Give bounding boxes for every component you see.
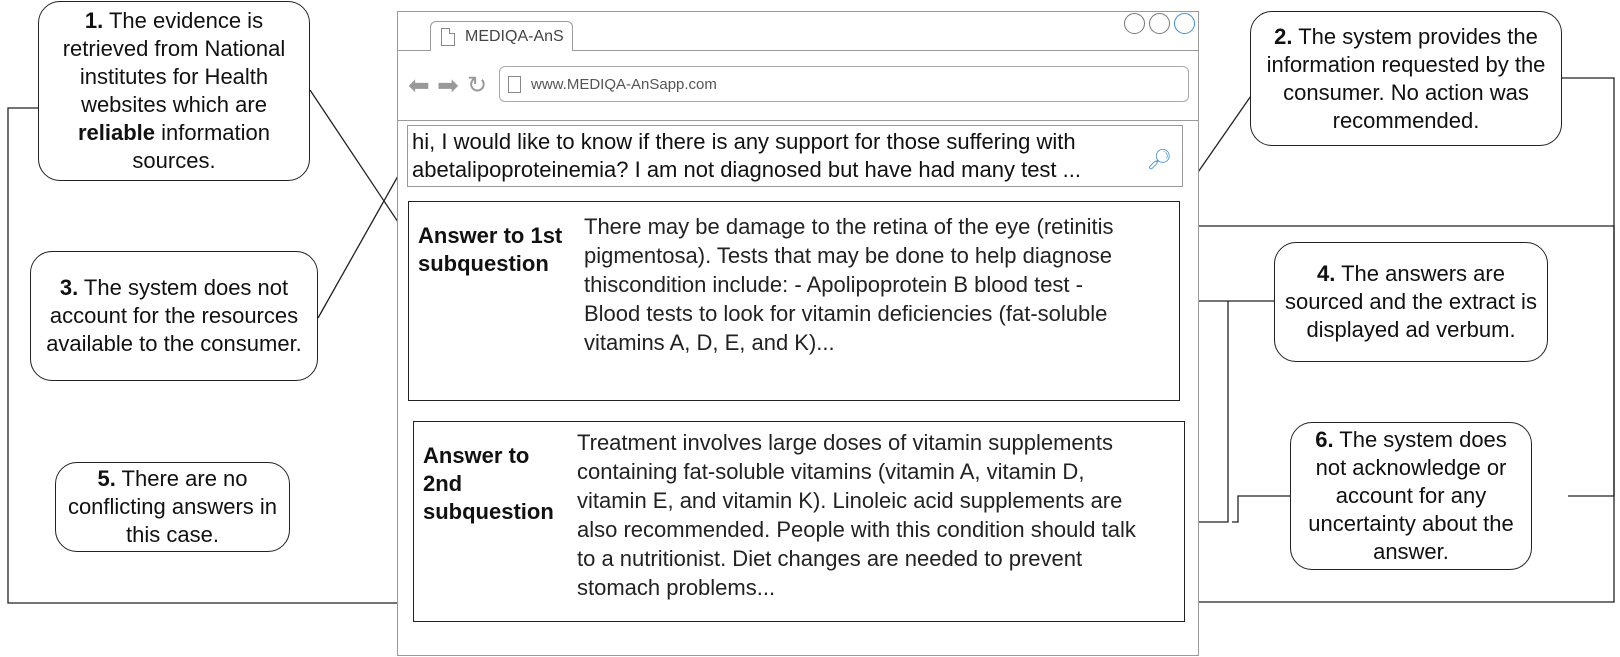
callout-1-text: The evidence is retrieved from National institutes for Health websites which are <box>62 8 286 117</box>
callout-3-text: The system does not account for the resources available to the consumer. <box>46 275 302 356</box>
answer-1-label: Answer to 1st subquestion <box>418 223 563 276</box>
callout-6-text: The system does not acknowledge or account for any uncertainty about the answer. <box>1308 427 1514 564</box>
callout-5-number: 5. <box>97 466 116 491</box>
callout-6 <box>1290 422 1532 570</box>
forward-arrow-icon[interactable]: ➡ <box>437 70 459 100</box>
arrow-callout-3-to-search <box>318 160 407 318</box>
answer-1-panel <box>408 201 1180 401</box>
callout-4-number: 4. <box>1317 261 1336 286</box>
toolbar-divider <box>398 120 1198 121</box>
callout-4 <box>1274 242 1548 362</box>
callout-4-text: The answers are sourced and the extract is displayed ad verbum. <box>1285 261 1537 342</box>
callout-1-text-end: information sources. <box>132 120 270 173</box>
answer-2-panel <box>413 421 1185 622</box>
callout-2 <box>1250 11 1562 146</box>
address-bar[interactable] <box>499 66 1189 102</box>
callout-3 <box>30 251 318 381</box>
callout-1-bold: reliable <box>77 120 156 145</box>
answer-1-text: There may be damage to the retina of the eye (retinitis pigmentosa). Tests that may be done to help diagnose thiscondition include: - Apolipoprotein B blood test - Blood tests to look for vitamin deficiencies (fat-soluble vitamins A, D, E, and K)... <box>584 214 1114 355</box>
window-button-minimize[interactable] <box>1124 13 1145 34</box>
back-arrow-icon[interactable]: ⬅ <box>408 70 430 100</box>
answer-2-label: Answer to 2nd subquestion <box>423 443 554 524</box>
callout-3-number: 3. <box>59 275 79 300</box>
search-box[interactable] <box>407 125 1183 187</box>
answer-2-text: Treatment involves large doses of vitamin supplements containing fat-soluble vitamins (vitamin A, vitamin D, vitamin E, and vitamin K). Linoleic acid supplements are also recommended. People with this condition should talk to a nutritionist. Diet changes are needed to prevent stomach problems... <box>577 430 1136 600</box>
search-query: hi, I would like to know if there is any support for those suffering with abetalipoproteinemia? I am not diagnosed but have had many test ... <box>412 129 1081 182</box>
search-icon[interactable]: 🔎︎ <box>1146 149 1172 171</box>
page-icon <box>508 76 521 93</box>
refresh-icon[interactable]: ↻ <box>467 72 488 99</box>
window-button-close[interactable] <box>1174 13 1195 34</box>
browser-tab[interactable] <box>430 21 573 51</box>
callout-5-text: There are no conflicting answers in this case. <box>67 466 278 547</box>
address-text: www.MEDIQA-AnSapp.com <box>531 75 717 93</box>
callout-1-number: 1. <box>84 8 104 33</box>
callout-2-number: 2. <box>1274 23 1293 49</box>
callout-1 <box>38 1 310 181</box>
tab-title: MEDIQA-AnS <box>465 27 564 45</box>
callout-2-text: The system provides the information requested by the consumer. No action was recommended. <box>1266 23 1546 133</box>
callout-5 <box>55 462 290 552</box>
callout-6-number: 6. <box>1315 427 1334 452</box>
page-icon <box>441 28 455 46</box>
arrow-callout-6-to-answer-2 <box>1232 496 1290 522</box>
window-button-maximize[interactable] <box>1149 13 1170 34</box>
arrow-callout-1-to-answer-1 <box>310 90 406 234</box>
